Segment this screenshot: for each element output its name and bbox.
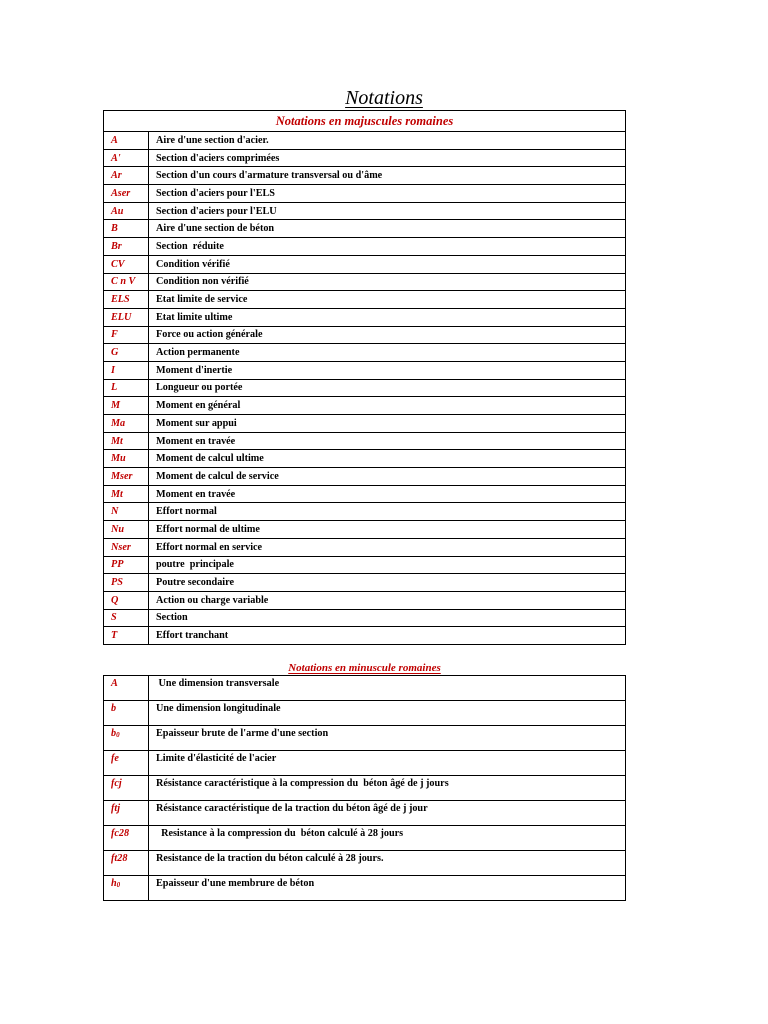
notation-symbol-text: S <box>111 612 117 624</box>
notation-symbol <box>104 291 149 309</box>
notation-description: Une dimension longitudinale <box>149 701 626 726</box>
table-row <box>104 361 626 379</box>
notation-symbol-text: G <box>111 347 119 359</box>
notation-symbol-text: C n V <box>111 276 136 288</box>
table-row <box>104 701 626 726</box>
notation-description: Poutre secondaire <box>149 574 626 592</box>
table-row <box>104 556 626 574</box>
notation-description: Effort normal en service <box>149 538 626 556</box>
notation-symbol-text: Nser <box>111 541 131 553</box>
table-row <box>104 627 626 645</box>
notation-symbol <box>104 751 149 776</box>
notation-symbol <box>104 701 149 726</box>
notation-symbol <box>104 503 149 521</box>
notation-symbol <box>104 167 149 185</box>
notation-symbol-text: A <box>111 134 118 146</box>
notation-description: Moment en travée <box>149 432 626 450</box>
table-row <box>104 167 626 185</box>
notation-symbol <box>104 521 149 539</box>
notation-symbol-text: F <box>111 329 118 341</box>
notation-symbol <box>104 574 149 592</box>
notation-symbol-text: b <box>111 703 117 714</box>
notation-symbol-text: ft28 <box>111 853 128 864</box>
notation-symbol <box>104 326 149 344</box>
table-row <box>104 676 626 701</box>
notation-symbol <box>104 308 149 326</box>
notation-symbol-text: A' <box>111 152 121 164</box>
notation-symbol <box>104 185 149 203</box>
notation-symbol <box>104 397 149 415</box>
notation-symbol <box>104 379 149 397</box>
table-row <box>104 826 626 851</box>
notation-symbol-text: CV <box>111 258 125 270</box>
uppercase-notations-table <box>103 110 626 645</box>
notation-symbol <box>104 132 149 150</box>
notation-description: Moment sur appui <box>149 415 626 433</box>
notation-symbol-text: ELS <box>111 294 130 306</box>
notation-symbol <box>104 485 149 503</box>
notation-description: poutre principale <box>149 556 626 574</box>
notation-symbol-text: Ar <box>111 170 122 182</box>
notation-symbol-text: h <box>111 878 117 889</box>
notation-description: Moment de calcul de service <box>149 468 626 486</box>
notation-symbol <box>104 238 149 256</box>
notation-symbol-text: M <box>111 400 121 412</box>
table-row <box>104 503 626 521</box>
notation-symbol-text: fc28 <box>111 828 130 839</box>
notation-symbol-text: N <box>111 506 119 518</box>
notation-description: Section d'aciers comprimées <box>149 149 626 167</box>
notation-symbol-text: Ma <box>111 417 126 429</box>
notation-symbol-text: T <box>111 630 118 642</box>
notation-description: Epaisseur d'une membrure de béton <box>149 876 626 901</box>
notation-description: Limite d'élasticité de l'acier <box>149 751 626 776</box>
table-row <box>104 751 626 776</box>
notation-symbol-text: Mu <box>111 453 126 465</box>
notation-symbol-text: Au <box>111 205 124 217</box>
notation-symbol <box>104 202 149 220</box>
notation-symbol-text: B <box>111 223 118 235</box>
notation-symbol-text: I <box>111 364 115 376</box>
notation-symbol <box>104 450 149 468</box>
notation-description: Effort normal de ultime <box>149 521 626 539</box>
table-row <box>104 149 626 167</box>
notation-symbol-text: Mser <box>111 470 133 482</box>
notation-symbol-text: fcj <box>111 778 122 789</box>
table-row <box>104 574 626 592</box>
notation-symbol-text: ftj <box>111 803 121 814</box>
uppercase-table-caption: Notations en majuscules romaines <box>104 111 626 132</box>
table-row <box>104 591 626 609</box>
notation-symbol <box>104 538 149 556</box>
notation-description: Effort normal <box>149 503 626 521</box>
table-row <box>104 485 626 503</box>
notation-subscript: 0 <box>116 881 121 889</box>
table-row <box>104 344 626 362</box>
notation-symbol-text: Mt <box>111 488 123 500</box>
table-row <box>104 609 626 627</box>
notation-description: Moment de calcul ultime <box>149 450 626 468</box>
table-row <box>104 291 626 309</box>
notation-symbol <box>104 826 149 851</box>
notation-description: Effort tranchant <box>149 627 626 645</box>
notation-description: Force ou action générale <box>149 326 626 344</box>
notation-symbol <box>104 415 149 433</box>
table-row <box>104 432 626 450</box>
table-row <box>104 379 626 397</box>
table-caption-row <box>104 111 626 132</box>
table-row <box>104 326 626 344</box>
table-row <box>104 185 626 203</box>
notation-symbol-text: Mt <box>111 435 123 447</box>
table-row <box>104 308 626 326</box>
notation-description: Moment en général <box>149 397 626 415</box>
lowercase-table-caption: Notations en minuscule romaines <box>288 662 441 674</box>
notation-description: Section d'un cours d'armature transversal ou d'âme <box>149 167 626 185</box>
notation-symbol <box>104 556 149 574</box>
notation-symbol-text: Nu <box>111 523 125 535</box>
notation-symbol-text: PS <box>111 577 123 589</box>
notation-symbol <box>104 432 149 450</box>
notation-description: Action ou charge variable <box>149 591 626 609</box>
notation-symbol <box>104 801 149 826</box>
table-row <box>104 415 626 433</box>
table-row <box>104 801 626 826</box>
table-row <box>104 450 626 468</box>
notation-description: Section réduite <box>149 238 626 256</box>
notation-symbol <box>104 361 149 379</box>
table-row <box>104 397 626 415</box>
notation-symbol <box>104 344 149 362</box>
table-row <box>104 776 626 801</box>
notation-symbol-text: fe <box>111 753 119 764</box>
notation-symbol-text: A <box>111 678 118 689</box>
notation-symbol-text: PP <box>111 559 124 571</box>
notation-symbol-text: L <box>111 382 118 394</box>
table-row <box>104 132 626 150</box>
table-row <box>104 238 626 256</box>
notation-description: Résistance caractéristique de la traction du béton âgé de j jour <box>149 801 626 826</box>
notation-description: Moment en travée <box>149 485 626 503</box>
notation-symbol <box>104 273 149 291</box>
table-row <box>104 521 626 539</box>
notation-symbol <box>104 609 149 627</box>
notation-description: Resistance de la traction du béton calculé à 28 jours. <box>149 851 626 876</box>
notation-description: Une dimension transversale <box>149 676 626 701</box>
lowercase-notations-table <box>103 675 626 901</box>
notation-subscript: 0 <box>116 731 120 739</box>
notation-symbol <box>104 876 149 901</box>
notation-symbol <box>104 851 149 876</box>
table-row <box>104 538 626 556</box>
notation-description: Section d'aciers pour l'ELS <box>149 185 626 203</box>
notation-description: Section d'aciers pour l'ELU <box>149 202 626 220</box>
notation-description: Etat limite de service <box>149 291 626 309</box>
notation-symbol-text: b <box>111 728 117 739</box>
notation-description: Aire d'une section d'acier. <box>149 132 626 150</box>
notation-description: Aire d'une section de béton <box>149 220 626 238</box>
table-row <box>104 468 626 486</box>
notation-symbol <box>104 149 149 167</box>
table-row <box>104 202 626 220</box>
page-title: Notations <box>345 87 423 109</box>
notation-symbol <box>104 255 149 273</box>
table-row <box>104 726 626 751</box>
notation-description: Section <box>149 609 626 627</box>
notation-description: Moment d'inertie <box>149 361 626 379</box>
notation-symbol <box>104 627 149 645</box>
notation-description: Condition vérifié <box>149 255 626 273</box>
table-row <box>104 273 626 291</box>
notation-description: Action permanente <box>149 344 626 362</box>
notation-symbol <box>104 726 149 751</box>
notation-symbol-text: ELU <box>111 311 132 323</box>
notation-description: Epaisseur brute de l'arme d'une section <box>149 726 626 751</box>
notation-description: Résistance caractéristique à la compression du béton âgé de j jours <box>149 776 626 801</box>
table-row <box>104 876 626 901</box>
notation-description: Longueur ou portée <box>149 379 626 397</box>
notation-symbol <box>104 676 149 701</box>
table-row <box>104 255 626 273</box>
notation-symbol <box>104 468 149 486</box>
table-row <box>104 220 626 238</box>
notation-description: Condition non vérifié <box>149 273 626 291</box>
notation-symbol <box>104 776 149 801</box>
notation-symbol-text: Br <box>111 240 122 252</box>
notation-symbol-text: Q <box>111 594 119 606</box>
table-row <box>104 851 626 876</box>
notation-description: Etat limite ultime <box>149 308 626 326</box>
notation-symbol-text: Aser <box>111 187 131 199</box>
notation-symbol <box>104 591 149 609</box>
notation-description: Resistance à la compression du béton calculé à 28 jours <box>149 826 626 851</box>
notation-symbol <box>104 220 149 238</box>
